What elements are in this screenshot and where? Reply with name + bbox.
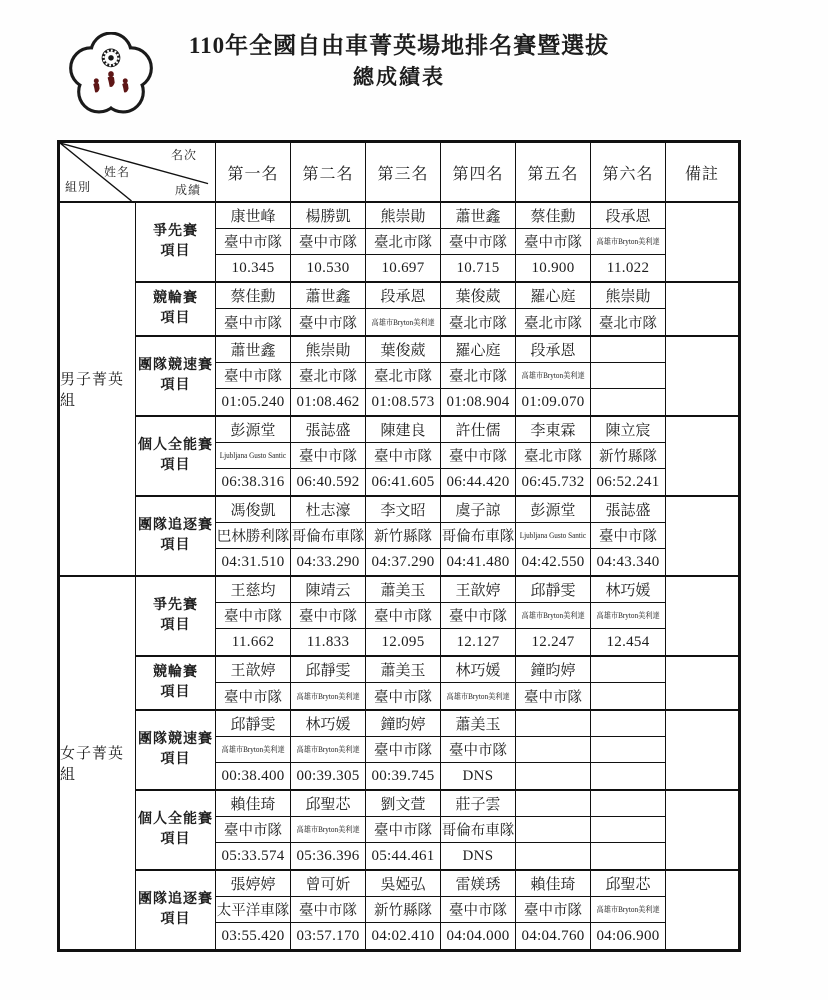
event-label: 競輪賽 項目 [136,657,216,709]
result-time: 06:38.316 [221,473,285,490]
result-time: 06:40.592 [296,473,360,490]
athlete-name: 段承恩 [516,337,590,363]
team-name: 臺北市隊 [291,363,365,389]
team-name: 臺中市隊 [216,817,290,843]
rank-cell [591,203,666,281]
result-time: 04:04.760 [521,927,585,944]
rank-cell [516,203,591,281]
rank-cell [591,657,666,709]
result-time [516,763,590,789]
athlete-name: 杜志濠 [291,497,365,523]
rank-cell [366,657,441,709]
team-name: 新竹縣隊 [366,523,440,549]
athlete-name: 王歆婷 [216,657,290,683]
rank-cell [516,577,591,655]
column-header-rank4: 第四名 [441,143,516,201]
athlete-name: 羅心庭 [516,283,590,309]
result-time: 11.022 [606,259,650,276]
rank-cell [216,203,291,281]
athlete-name: 熊崇勛 [366,203,440,229]
athlete-name [591,711,665,737]
athlete-name: 許仕儒 [441,417,515,443]
athlete-name: 蔡佳勳 [216,283,290,309]
rank-cell [216,417,291,495]
athlete-name: 王慈均 [216,577,290,603]
result-time: 10.900 [531,259,575,276]
page-subtitle: 總成績表 [353,65,445,90]
rank-cell [441,337,516,415]
rank-cell [291,497,366,575]
table-body [60,203,738,949]
team-name: Ljubljana Gusto Santic [216,443,290,469]
result-time: 12.095 [381,633,425,650]
remark-cell [666,497,738,575]
rank-cell [591,871,666,949]
athlete-name: 段承恩 [366,283,440,309]
team-name: 新竹縣隊 [366,897,440,923]
rank-cell [441,711,516,789]
team-name: 臺北市隊 [516,443,590,469]
column-header-rank2: 第二名 [291,143,366,201]
athlete-name: 張婷婷 [216,871,290,897]
result-time: 01:08.904 [446,393,510,410]
result-time: 04:02.410 [371,927,435,944]
rank-cell [291,871,366,949]
team-name: 高雄市Bryton美利達 [291,737,365,763]
result-time [516,843,590,869]
rank-cell [591,283,666,335]
result-time [591,843,665,869]
rank-cell [291,417,366,495]
result-time: 05:33.574 [221,847,285,864]
athlete-name [516,791,590,817]
column-header-rank5: 第五名 [516,143,591,201]
team-name: 太平洋車隊 [216,897,290,923]
rank-cell [366,337,441,415]
team-name: 臺中市隊 [441,229,515,255]
team-name: 臺中市隊 [291,897,365,923]
athlete-name: 楊勝凱 [291,203,365,229]
rank-cell [291,283,366,335]
rank-cell [516,791,591,869]
event-row [136,281,738,335]
rank-cell [441,577,516,655]
athlete-name: 曾可妡 [291,871,365,897]
rank-cell [591,711,666,789]
page-title: 110年全國自由車菁英場地排名賽暨選拔 [188,33,610,58]
rank-cell [516,283,591,335]
rank-cell [216,791,291,869]
team-name [591,817,665,843]
remark-cell [666,283,738,335]
result-time: 06:45.732 [521,473,585,490]
athlete-name: 彭源堂 [516,497,590,523]
team-name: 臺中市隊 [374,689,432,706]
result-time: 05:36.396 [296,847,360,864]
result-time: 11.833 [306,633,350,650]
event-row [136,709,738,789]
column-header-rank1: 第一名 [216,143,291,201]
team-name: 臺中市隊 [216,603,290,629]
result-time: 04:04.000 [446,927,510,944]
result-time: 06:44.420 [446,473,510,490]
event-label: 團隊競速賽 項目 [136,711,216,789]
athlete-name: 熊崇勛 [591,283,665,309]
team-name: 巴林勝利隊 [216,523,290,549]
result-time: 04:06.900 [596,927,660,944]
result-time: 04:42.550 [521,553,585,570]
athlete-name: 蔡佳勳 [516,203,590,229]
team-name: 高雄市Bryton美利達 [296,691,360,701]
result-time: 10.345 [231,259,275,276]
result-time: 03:55.420 [221,927,285,944]
event-label: 團隊競速賽 項目 [136,337,216,415]
athlete-name: 邱聖芯 [591,871,665,897]
team-name: 高雄市Bryton美利達 [516,363,590,389]
rank-cell [516,711,591,789]
athlete-name: 康世峰 [216,203,290,229]
athlete-name: 賴佳琦 [216,791,290,817]
result-time: 00:39.745 [371,767,435,784]
team-name: 臺中市隊 [516,897,590,923]
event-label: 團隊追逐賽 項目 [136,497,216,575]
athlete-name: 羅心庭 [441,337,515,363]
rank-cell [591,497,666,575]
rank-cell [291,711,366,789]
team-name: 臺中市隊 [216,229,290,255]
event-label: 爭先賽 項目 [136,577,216,655]
team-name: 臺中市隊 [441,737,515,763]
team-name: 哥倫布車隊 [441,523,515,549]
athlete-name: 馮俊凱 [216,497,290,523]
athlete-name: 賴佳琦 [516,871,590,897]
rank-cell [441,417,516,495]
team-name: 臺中市隊 [216,363,290,389]
result-time: 00:39.305 [296,767,360,784]
result-time: DNS [462,847,494,864]
rank-cell [366,283,441,335]
rank-cell [216,497,291,575]
rank-cell [216,577,291,655]
team-name: 臺中市隊 [291,603,365,629]
team-name: 新竹縣隊 [591,443,665,469]
athlete-name: 陳立宸 [591,417,665,443]
remark-cell [666,791,738,869]
result-time: 04:33.290 [296,553,360,570]
rank-cell [291,203,366,281]
remark-cell [666,577,738,655]
team-name: 高雄市Bryton美利達 [291,817,365,843]
remark-cell [666,871,738,949]
result-time: 04:41.480 [446,553,510,570]
athlete-name: 蕭美玉 [366,657,440,683]
rank-cell [441,497,516,575]
event-rows [136,577,738,949]
event-row [136,577,738,655]
group-section [60,203,738,575]
rank-cell [366,711,441,789]
athlete-name: 林巧媛 [441,657,515,683]
team-name: 臺中市隊 [366,737,440,763]
rank-cell [516,337,591,415]
rank-cell [291,337,366,415]
rank-cell [516,417,591,495]
event-rows [136,203,738,575]
result-time: 01:08.573 [371,393,435,410]
table-header-row [60,143,738,203]
team-name: 臺中市隊 [366,443,440,469]
athlete-name: 鐘昀婷 [516,657,590,683]
athlete-name: 蕭美玉 [366,577,440,603]
event-label: 個人全能賽 項目 [136,791,216,869]
athlete-name: 段承恩 [591,203,665,229]
team-name: 臺中市隊 [366,603,440,629]
column-header-remark: 備註 [684,165,719,183]
document-title-block [100,30,698,94]
team-name: 臺中市隊 [591,523,665,549]
rank-cell [516,871,591,949]
result-time: 10.530 [306,259,350,276]
remark-cell [666,337,738,415]
rank-cell [291,577,366,655]
team-name [516,737,590,763]
corner-label-score: 成績 [174,183,201,197]
event-label: 爭先賽 項目 [136,203,216,281]
results-table [57,140,741,952]
result-time: 04:37.290 [371,553,435,570]
remark-cell [666,417,738,495]
athlete-name: 彭源堂 [216,417,290,443]
rank-cell [366,577,441,655]
team-name: 臺北市隊 [599,315,657,332]
team-name: 高雄市Bryton美利達 [216,737,290,763]
result-time: 04:31.510 [221,553,285,570]
athlete-name: 葉俊葳 [366,337,440,363]
team-name: 臺中市隊 [299,315,357,332]
team-name: 高雄市Bryton美利達 [591,897,665,923]
team-name: 高雄市Bryton美利達 [516,603,590,629]
team-name: 臺中市隊 [441,443,515,469]
athlete-name: 虞子諒 [441,497,515,523]
event-row [136,415,738,495]
result-time [591,763,665,789]
result-time: 06:52.241 [596,473,660,490]
remark-cell [666,711,738,789]
result-time: 01:08.462 [296,393,360,410]
result-time: 10.715 [456,259,500,276]
athlete-name: 林巧媛 [291,711,365,737]
athlete-name [591,791,665,817]
event-label: 團隊追逐賽 項目 [136,871,216,949]
event-row [136,655,738,709]
athlete-name: 張誌盛 [291,417,365,443]
team-name: 臺中市隊 [224,315,282,332]
rank-cell [366,203,441,281]
athlete-name: 蕭世鑫 [441,203,515,229]
rank-cell [366,791,441,869]
athlete-name: 蕭世鑫 [291,283,365,309]
result-time: 00:38.400 [221,767,285,784]
rank-cell [291,657,366,709]
team-name: 高雄市Bryton美利達 [591,229,665,255]
athlete-name: 邱靜雯 [516,577,590,603]
team-name [591,363,665,389]
athlete-name: 林巧媛 [591,577,665,603]
rank-cell [591,417,666,495]
result-time: 04:43.340 [596,553,660,570]
rank-cell [216,283,291,335]
result-time [591,389,665,415]
athlete-name: 陳靖云 [291,577,365,603]
athlete-name: 雷媄琇 [441,871,515,897]
team-name: 臺中市隊 [366,817,440,843]
team-name: 臺北市隊 [366,229,440,255]
rank-cell [516,657,591,709]
athlete-name: 葉俊葳 [441,283,515,309]
athlete-name: 劉文萱 [366,791,440,817]
rank-cell [216,337,291,415]
athlete-name: 張誌盛 [591,497,665,523]
result-time: 01:05.240 [221,393,285,410]
rank-cell [591,577,666,655]
result-time: 05:44.461 [371,847,435,864]
event-row [136,203,738,281]
team-name: 高雄市Bryton美利達 [446,691,510,701]
team-name: 臺中市隊 [441,897,515,923]
team-name: 臺中市隊 [516,229,590,255]
rank-cell [216,711,291,789]
team-name: 臺北市隊 [441,363,515,389]
event-label: 個人全能賽 項目 [136,417,216,495]
rank-cell [441,791,516,869]
athlete-name: 莊子雲 [441,791,515,817]
result-time: 12.247 [531,633,575,650]
group-section [60,575,738,949]
athlete-name [591,657,665,683]
event-row [136,869,738,949]
rank-cell [441,283,516,335]
athlete-name: 鐘昀婷 [366,711,440,737]
rank-cell [366,417,441,495]
result-time: DNS [462,767,494,784]
event-label: 競輪賽 項目 [136,283,216,335]
team-name [516,817,590,843]
rank-cell [216,871,291,949]
team-name: 臺北市隊 [449,315,507,332]
athlete-name [516,711,590,737]
team-name: 高雄市Bryton美利達 [591,603,665,629]
column-header-rank6: 第六名 [591,143,666,201]
athlete-name: 蕭美玉 [441,711,515,737]
team-name: 臺中市隊 [291,443,365,469]
team-name: 臺中市隊 [441,603,515,629]
athlete-name: 邱聖芯 [291,791,365,817]
athlete-name: 邱靜雯 [216,711,290,737]
corner-label-name: 姓名 [104,165,131,179]
group-label: 女子菁英組 [60,577,136,949]
rank-cell [366,871,441,949]
event-row [136,789,738,869]
corner-label-rank: 名次 [170,148,197,162]
rank-cell [591,337,666,415]
team-name: 哥倫布車隊 [441,817,515,843]
athlete-name: 李文昭 [366,497,440,523]
result-time: 03:57.170 [296,927,360,944]
team-name: 臺北市隊 [366,363,440,389]
team-name: 高雄市Bryton美利達 [371,317,435,327]
result-time: 06:41.605 [371,473,435,490]
athlete-name: 邱靜雯 [291,657,365,683]
rank-cell [366,497,441,575]
remark-cell [666,657,738,709]
corner-label-group: 組別 [65,180,92,194]
athlete-name: 吳婭弘 [366,871,440,897]
team-name [591,737,665,763]
remark-cell [666,203,738,281]
team-name: 臺中市隊 [224,689,282,706]
team-name: 臺中市隊 [291,229,365,255]
team-name: 臺中市隊 [524,689,582,706]
athlete-name: 熊崇勛 [291,337,365,363]
rank-cell [291,791,366,869]
event-row [136,495,738,575]
athlete-name [591,337,665,363]
athlete-name: 李東霖 [516,417,590,443]
column-header-rank3: 第三名 [366,143,441,201]
rank-cell [441,871,516,949]
athlete-name: 王歆婷 [441,577,515,603]
result-time: 01:09.070 [521,393,585,410]
rank-cell [516,497,591,575]
event-row [136,335,738,415]
athlete-name: 蕭世鑫 [216,337,290,363]
team-name [591,683,665,709]
rank-cell [441,203,516,281]
team-name: Ljubljana Gusto Santic [516,523,590,549]
result-time: 12.127 [456,633,500,650]
team-name: 臺北市隊 [524,315,582,332]
rank-cell [441,657,516,709]
athlete-name: 陳建良 [366,417,440,443]
result-time: 10.697 [381,259,425,276]
diagonal-corner-cell [60,143,216,201]
team-name: 哥倫布車隊 [291,523,365,549]
rank-cell [591,791,666,869]
group-label: 男子菁英組 [60,203,136,575]
result-time: 12.454 [606,633,650,650]
rank-cell [216,657,291,709]
result-time: 11.662 [231,633,275,650]
